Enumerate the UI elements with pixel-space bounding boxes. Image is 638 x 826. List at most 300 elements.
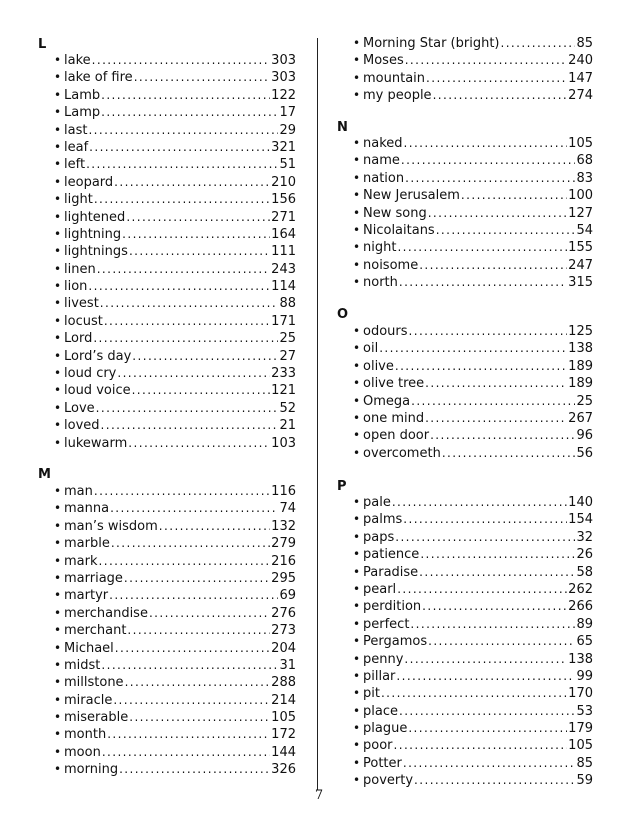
dot-leader xyxy=(433,87,568,104)
bullet-icon: • xyxy=(353,428,361,443)
dot-leader xyxy=(411,393,575,410)
dot-leader xyxy=(89,139,270,156)
entry-page-number: 295 xyxy=(271,570,296,586)
index-entry xyxy=(353,187,593,204)
dot-leader xyxy=(381,685,567,702)
bullet-icon: • xyxy=(353,616,361,631)
entry-term: left xyxy=(64,157,86,173)
index-entry xyxy=(54,139,296,156)
entry-term: my people xyxy=(363,88,432,104)
entry-term: linen xyxy=(64,261,96,277)
index-entry xyxy=(353,564,593,581)
section-heading: N xyxy=(337,120,348,135)
dot-leader xyxy=(401,152,576,169)
dot-leader xyxy=(394,737,568,754)
entry-page-number: 279 xyxy=(271,536,296,552)
dot-leader xyxy=(392,494,567,511)
index-entry xyxy=(54,191,296,208)
entry-list xyxy=(353,135,593,292)
index-entry xyxy=(353,598,593,615)
dot-leader xyxy=(94,483,270,500)
dot-leader xyxy=(501,35,576,52)
entry-term: man xyxy=(64,484,93,499)
entry-term: pearl xyxy=(363,581,397,597)
entry-term: odours xyxy=(363,324,408,339)
entry-page-number: 74 xyxy=(279,501,296,517)
index-entry xyxy=(353,393,593,410)
entry-term: martyr xyxy=(64,588,109,604)
dot-leader xyxy=(405,170,575,187)
entry-page-number: 214 xyxy=(271,692,296,708)
bullet-icon: • xyxy=(353,410,361,425)
dot-leader xyxy=(422,598,567,615)
bullet-icon: • xyxy=(353,188,361,203)
entry-page-number: 210 xyxy=(271,174,296,190)
entry-term: merchant xyxy=(64,623,127,639)
index-entry xyxy=(353,445,593,462)
bullet-icon: • xyxy=(54,518,62,533)
entry-page-number: 164 xyxy=(271,226,296,242)
dot-leader xyxy=(404,651,567,668)
dot-leader xyxy=(426,70,567,87)
entry-term: Moses xyxy=(363,53,404,69)
entry-term: name xyxy=(363,153,400,169)
entry-page-number: 147 xyxy=(568,70,593,86)
dot-leader xyxy=(88,122,278,139)
bullet-icon: • xyxy=(353,376,361,391)
entry-page-number: 103 xyxy=(271,435,296,451)
index-entry xyxy=(353,135,593,152)
dot-leader xyxy=(101,104,278,121)
entry-page-number: 326 xyxy=(271,762,296,778)
dot-leader xyxy=(403,755,576,772)
entry-page-number: 68 xyxy=(576,153,593,169)
bullet-icon: • xyxy=(353,358,361,373)
bullet-icon: • xyxy=(353,581,361,596)
entry-term: loved xyxy=(64,418,100,434)
entry-term: marriage xyxy=(64,570,123,586)
bullet-icon: • xyxy=(54,70,62,85)
index-entry xyxy=(353,222,593,239)
entry-page-number: 262 xyxy=(568,581,593,597)
bullet-icon: • xyxy=(54,313,62,328)
entry-page-number: 54 xyxy=(576,222,593,238)
index-entry xyxy=(54,744,296,761)
index-entry xyxy=(54,674,296,691)
index-entry xyxy=(353,375,593,392)
entry-page-number: 125 xyxy=(568,324,593,339)
bullet-icon: • xyxy=(353,703,361,718)
dot-leader xyxy=(102,744,270,761)
dot-leader xyxy=(399,274,567,291)
entry-page-number: 266 xyxy=(568,599,593,615)
entry-page-number: 179 xyxy=(568,721,593,737)
entry-page-number: 25 xyxy=(279,331,296,347)
index-entry xyxy=(353,170,593,187)
bullet-icon: • xyxy=(54,675,62,690)
dot-leader xyxy=(101,87,270,104)
bullet-icon: • xyxy=(54,348,62,363)
entry-list xyxy=(353,323,593,462)
entry-page-number: 273 xyxy=(271,623,296,639)
dot-leader xyxy=(101,657,278,674)
index-entry xyxy=(54,104,296,121)
bullet-icon: • xyxy=(353,275,361,290)
entry-page-number: 25 xyxy=(576,393,593,409)
index-entry xyxy=(54,295,296,312)
dot-leader xyxy=(92,52,271,69)
entry-term: night xyxy=(363,240,397,256)
bullet-icon: • xyxy=(353,240,361,255)
dot-leader xyxy=(111,535,270,552)
entry-term: mark xyxy=(64,553,98,569)
entry-term: locust xyxy=(64,313,103,329)
dot-leader xyxy=(129,243,270,260)
bullet-icon: • xyxy=(353,529,361,544)
entry-page-number: 88 xyxy=(279,296,296,312)
index-entry xyxy=(54,278,296,295)
dot-leader xyxy=(113,692,270,709)
bullet-icon: • xyxy=(353,88,361,103)
entry-term: leopard xyxy=(64,174,114,190)
index-entry xyxy=(353,581,593,598)
entry-term: nation xyxy=(363,170,405,186)
entry-term: Michael xyxy=(64,640,114,656)
bullet-icon: • xyxy=(54,122,62,137)
entry-page-number: 114 xyxy=(271,279,296,295)
dot-leader xyxy=(115,640,270,657)
entry-page-number: 303 xyxy=(271,53,296,68)
index-entry xyxy=(353,703,593,720)
index-entry xyxy=(353,239,593,256)
entry-page-number: 53 xyxy=(576,703,593,719)
entry-page-number: 85 xyxy=(576,755,593,771)
bullet-icon: • xyxy=(54,435,62,450)
bullet-icon: • xyxy=(54,366,62,381)
entry-term: Lord xyxy=(64,331,93,347)
entry-page-number: 58 xyxy=(576,564,593,580)
entry-page-number: 138 xyxy=(568,341,593,357)
entry-page-number: 172 xyxy=(271,727,296,743)
entry-page-number: 105 xyxy=(271,710,296,726)
index-entry xyxy=(353,494,593,511)
entry-term: pillar xyxy=(363,668,396,684)
index-entry xyxy=(353,668,593,685)
bullet-icon: • xyxy=(353,599,361,614)
entry-term: lukewarm xyxy=(64,435,128,451)
dot-leader xyxy=(442,445,576,462)
entry-term: moon xyxy=(64,744,101,760)
index-entry xyxy=(54,709,296,726)
index-entry xyxy=(353,340,593,357)
entry-list xyxy=(54,483,296,779)
dot-leader xyxy=(395,358,567,375)
dot-leader xyxy=(396,668,575,685)
dot-leader xyxy=(94,191,270,208)
bullet-icon: • xyxy=(54,501,62,516)
entry-page-number: 171 xyxy=(271,313,296,329)
entry-page-number: 321 xyxy=(271,139,296,155)
index-entry xyxy=(353,529,593,546)
dot-leader xyxy=(436,222,576,239)
bullet-icon: • xyxy=(54,244,62,259)
dot-leader xyxy=(117,365,270,382)
bullet-icon: • xyxy=(353,341,361,356)
index-entry xyxy=(353,152,593,169)
index-entry xyxy=(353,737,593,754)
dot-leader xyxy=(404,135,568,152)
index-entry xyxy=(54,69,296,86)
entry-page-number: 122 xyxy=(271,87,296,103)
bullet-icon: • xyxy=(353,668,361,683)
bullet-icon: • xyxy=(353,755,361,770)
index-entry xyxy=(353,633,593,650)
entry-term: livest xyxy=(64,296,99,312)
entry-page-number: 274 xyxy=(568,88,593,104)
dot-leader xyxy=(109,587,278,604)
index-entry xyxy=(54,692,296,709)
dot-leader xyxy=(399,703,575,720)
bullet-icon: • xyxy=(54,174,62,189)
bullet-icon: • xyxy=(54,588,62,603)
entry-page-number: 116 xyxy=(271,484,296,499)
entry-term: Lord’s day xyxy=(64,348,132,364)
index-entry xyxy=(54,417,296,434)
index-entry xyxy=(54,726,296,743)
dot-leader xyxy=(126,209,270,226)
section-heading: O xyxy=(337,307,349,322)
section-heading: P xyxy=(337,479,347,494)
dot-leader xyxy=(88,278,270,295)
index-entry xyxy=(353,651,593,668)
index-entry xyxy=(54,500,296,517)
index-entry xyxy=(54,587,296,604)
section-heading: L xyxy=(38,37,47,52)
dot-leader xyxy=(128,435,270,452)
index-entry xyxy=(353,720,593,737)
dot-leader xyxy=(125,674,271,691)
entry-term: Lamp xyxy=(64,105,101,121)
dot-leader xyxy=(397,239,567,256)
dot-leader xyxy=(425,375,567,392)
dot-leader xyxy=(110,500,278,517)
entry-term: overcometh xyxy=(363,445,441,461)
dot-leader xyxy=(129,709,270,726)
entry-term: Potter xyxy=(363,755,402,771)
entry-term: loud voice xyxy=(64,383,131,399)
dot-leader xyxy=(410,616,575,633)
entry-page-number: 21 xyxy=(279,418,296,434)
entry-page-number: 127 xyxy=(568,205,593,221)
index-entry xyxy=(353,52,593,69)
index-entry xyxy=(54,348,296,365)
entry-term: one mind xyxy=(363,410,425,426)
dot-leader xyxy=(107,726,270,743)
entry-term: last xyxy=(64,122,88,138)
bullet-icon: • xyxy=(54,710,62,725)
index-entry xyxy=(353,70,593,87)
bullet-icon: • xyxy=(353,512,361,527)
index-entry xyxy=(353,35,593,52)
entry-term: north xyxy=(363,275,398,291)
dot-leader xyxy=(405,52,567,69)
entry-page-number: 144 xyxy=(271,744,296,760)
entry-page-number: 267 xyxy=(568,410,593,426)
dot-leader xyxy=(149,605,270,622)
index-entry xyxy=(54,761,296,778)
entry-term: Nicolaitans xyxy=(363,222,435,238)
entry-page-number: 138 xyxy=(568,651,593,667)
entry-term: New Jerusalem xyxy=(363,188,460,204)
entry-term: place xyxy=(363,703,398,719)
bullet-icon: • xyxy=(353,651,361,666)
bullet-icon: • xyxy=(353,324,361,338)
entry-list xyxy=(54,52,296,452)
bullet-icon: • xyxy=(54,605,62,620)
entry-term: penny xyxy=(363,651,404,667)
index-entry xyxy=(54,243,296,260)
index-entry xyxy=(54,518,296,535)
entry-term: millstone xyxy=(64,675,124,691)
dot-leader xyxy=(99,553,271,570)
index-entry xyxy=(353,323,593,340)
index-entry xyxy=(54,330,296,347)
entry-page-number: 69 xyxy=(279,588,296,604)
index-entry xyxy=(54,209,296,226)
entry-page-number: 26 xyxy=(576,547,593,563)
entry-term: oil xyxy=(363,341,379,357)
entry-term: pit xyxy=(363,686,380,702)
dot-leader xyxy=(104,313,270,330)
bullet-icon: • xyxy=(353,222,361,237)
bullet-icon: • xyxy=(353,445,361,460)
dot-leader xyxy=(403,511,567,528)
index-entry xyxy=(353,205,593,222)
entry-page-number: 96 xyxy=(576,428,593,444)
entry-term: lightning xyxy=(64,226,122,242)
bullet-icon: • xyxy=(353,634,361,649)
dot-leader xyxy=(397,581,567,598)
entry-page-number: 56 xyxy=(576,445,593,461)
entry-page-number: 216 xyxy=(271,553,296,569)
entry-page-number: 233 xyxy=(271,366,296,382)
index-entry xyxy=(54,483,296,500)
entry-page-number: 105 xyxy=(568,738,593,754)
dot-leader xyxy=(159,518,270,535)
bullet-icon: • xyxy=(54,296,62,311)
entry-term: lake xyxy=(64,53,91,68)
entry-term: paps xyxy=(363,529,395,545)
index-entry xyxy=(54,605,296,622)
entry-page-number: 140 xyxy=(568,495,593,510)
entry-page-number: 111 xyxy=(271,244,296,260)
bullet-icon: • xyxy=(54,727,62,742)
entry-page-number: 170 xyxy=(568,686,593,702)
page-number: 7 xyxy=(314,788,324,803)
entry-term: poverty xyxy=(363,773,414,789)
dot-leader xyxy=(101,417,279,434)
index-entry xyxy=(54,174,296,191)
index-entry xyxy=(353,274,593,291)
entry-term: perfect xyxy=(363,616,410,632)
entry-term: Paradise xyxy=(363,564,419,580)
entry-list xyxy=(353,35,593,105)
dot-leader xyxy=(461,187,567,204)
entry-list xyxy=(353,494,593,790)
section-heading: M xyxy=(38,467,51,482)
bullet-icon: • xyxy=(54,261,62,276)
bullet-icon: • xyxy=(353,393,361,408)
dot-leader xyxy=(395,529,575,546)
column-divider xyxy=(317,38,318,790)
entry-term: Pergamos xyxy=(363,634,428,650)
dot-leader xyxy=(124,570,270,587)
bullet-icon: • xyxy=(353,495,361,509)
index-entry xyxy=(54,435,296,452)
entry-page-number: 189 xyxy=(568,376,593,392)
bullet-icon: • xyxy=(54,744,62,759)
bullet-icon: • xyxy=(54,209,62,224)
entry-term: lightened xyxy=(64,209,126,225)
bullet-icon: • xyxy=(54,87,62,102)
bullet-icon: • xyxy=(54,570,62,585)
entry-page-number: 240 xyxy=(568,53,593,69)
dot-leader xyxy=(409,323,568,340)
entry-term: palms xyxy=(363,512,403,528)
entry-term: miserable xyxy=(64,710,129,726)
bullet-icon: • xyxy=(54,226,62,241)
index-entry xyxy=(54,400,296,417)
bullet-icon: • xyxy=(54,279,62,294)
entry-page-number: 132 xyxy=(271,518,296,534)
dot-leader xyxy=(100,295,279,312)
entry-page-number: 156 xyxy=(271,192,296,208)
entry-term: lightnings xyxy=(64,244,128,260)
dot-leader xyxy=(419,257,567,274)
dot-leader xyxy=(93,330,278,347)
bullet-icon: • xyxy=(353,53,361,68)
bullet-icon: • xyxy=(54,640,62,655)
dot-leader xyxy=(122,226,270,243)
entry-page-number: 288 xyxy=(271,675,296,691)
index-entry xyxy=(54,535,296,552)
index-entry xyxy=(54,52,296,69)
entry-term: noisome xyxy=(363,257,419,273)
entry-page-number: 89 xyxy=(576,616,593,632)
index-entry xyxy=(54,122,296,139)
entry-page-number: 85 xyxy=(576,36,593,51)
bullet-icon: • xyxy=(54,657,62,672)
bullet-icon: • xyxy=(353,564,361,579)
bullet-icon: • xyxy=(353,257,361,272)
entry-page-number: 204 xyxy=(271,640,296,656)
dot-leader xyxy=(119,761,270,778)
bullet-icon: • xyxy=(54,418,62,433)
dot-leader xyxy=(127,622,270,639)
bullet-icon: • xyxy=(353,547,361,562)
index-entry xyxy=(54,553,296,570)
entry-term: Love xyxy=(64,400,95,416)
entry-term: miracle xyxy=(64,692,113,708)
entry-term: Morning Star (bright) xyxy=(363,36,500,51)
entry-page-number: 52 xyxy=(279,400,296,416)
entry-term: perdition xyxy=(363,599,422,615)
dot-leader xyxy=(428,205,567,222)
dot-leader xyxy=(379,340,567,357)
entry-term: Omega xyxy=(363,393,411,409)
entry-page-number: 65 xyxy=(576,634,593,650)
bullet-icon: • xyxy=(54,139,62,154)
